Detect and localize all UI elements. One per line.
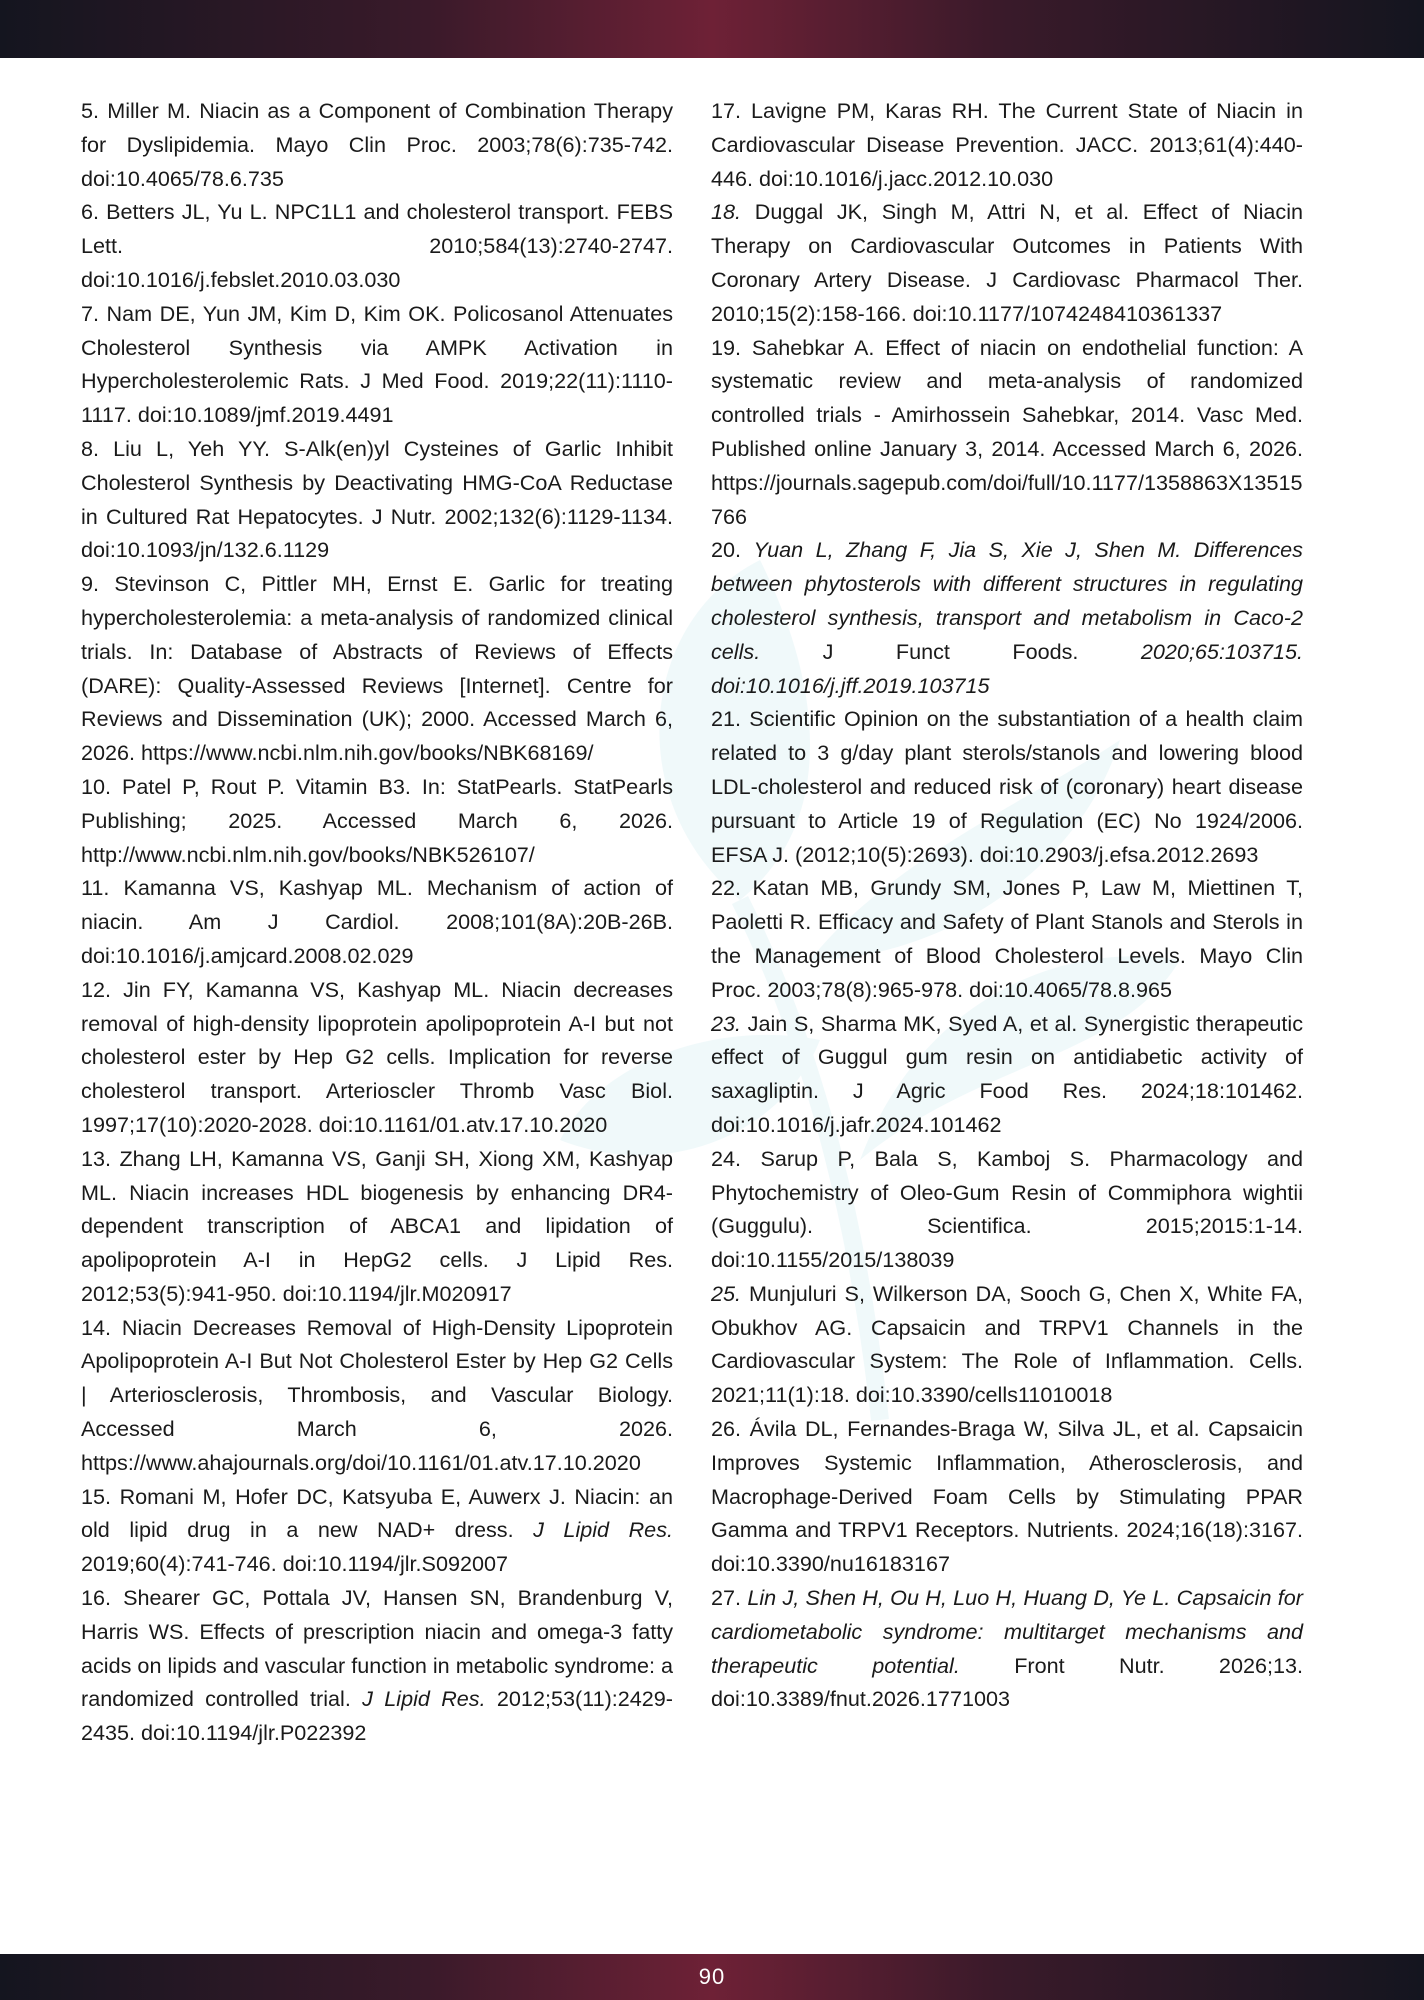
reference-item: 25. Munjuluri S, Wilkerson DA, Sooch G, Chen X, White FA, Obukhov AG. Capsaicin and TRPV1 Channels in the Cardiovascular System: The Role of Inflammation. Cells. 2021;11(1):18. doi:10.3390/cells11010018 xyxy=(711,1280,1303,1408)
reference-item: 11. Kamanna VS, Kashyap ML. Mechanism of action of niacin. Am J Cardiol. 2008;101(8A):20B-26B. doi:10.1016/j.amjcard.2008.02.029 xyxy=(81,875,673,968)
reference-item: 26. Ávila DL, Fernandes-Braga W, Silva JL, et al. Capsaicin Improves Systemic Inflammation, Atherosclerosis, and Macrophage-Derived Foam Cells by Stimulating PPAR Gamma and TRPV1 Receptors. Nutrients. 2024;16(18):3167. doi:10.3390/nu16183167 xyxy=(711,1416,1303,1577)
reference-item: 6. Betters JL, Yu L. NPC1L1 and cholesterol transport. FEBS Lett. 2010;584(13):2740-2747. doi:10.1016/j.febslet.2010.03.030 xyxy=(81,199,673,292)
reference-item: 16. Shearer GC, Pottala JV, Hansen SN, Brandenburg V, Harris WS. Effects of prescription niacin and omega-3 fatty acids on lipids and vascular function in metabolic syndrome: a randomized controlled trial. J Lipid Res. 2012;53(11):2429-2435. doi:10.1194/jlr.P022392 xyxy=(81,1585,673,1746)
page-number: 90 xyxy=(698,1964,726,1989)
reference-item: 5. Miller M. Niacin as a Component of Combination Therapy for Dyslipidemia. Mayo Clin Proc. 2003;78(6):735-742. doi:10.4065/78.6.735 xyxy=(81,98,673,191)
footer-bar xyxy=(0,1954,1424,2000)
references-right-column xyxy=(711,94,1303,1716)
reference-item: 14. Niacin Decreases Removal of High-Density Lipoprotein Apolipoprotein A-I But Not Cholesterol Ester by Hep G2 Cells | Arteriosclerosis, Thrombosis, and Vascular Biology. Accessed March 6, 2026. https://www.ahajournals.org/doi/10.1161/01.atv.17.10.2020 xyxy=(81,1314,673,1475)
reference-item: 21. Scientific Opinion on the substantiation of a health claim related to 3 g/day plant sterols/stanols and lowering blood LDL-cholesterol and reduced risk of (coronary) heart disease pursuant to Article 19 of Regulation (EC) No 1924/2006. EFSA J. (2012;10(5):2693). doi:10.2903/j.efsa.2012.2693 xyxy=(711,706,1303,867)
reference-item: 13. Zhang LH, Kamanna VS, Ganji SH, Xiong XM, Kashyap ML. Niacin increases HDL biogenesis by enhancing DR4-dependent transcription of ABCA1 and lipidation of apolipoprotein A-I in HepG2 cells. J Lipid Res. 2012;53(5):941-950. doi:10.1194/jlr.M020917 xyxy=(81,1145,673,1306)
reference-item: 9. Stevinson C, Pittler MH, Ernst E. Garlic for treating hypercholesterolemia: a meta-analysis of randomized clinical trials. In: Database of Abstracts of Reviews of Effects (DARE): Quality-Assessed Reviews [Internet]. Centre for Reviews and Dissemination (UK); 2000. Accessed March 6, 2026. https://www.ncbi.nlm.nih.gov/books/NBK68169/ xyxy=(81,571,673,766)
reference-item: 27. Lin J, Shen H, Ou H, Luo H, Huang D, Ye L. Capsaicin for cardiometabolic syndrome: multitarget mechanisms and therapeutic potential. Front Nutr. 2026;13. doi:10.3389/fnut.2026.1771003 xyxy=(711,1585,1303,1712)
reference-item: 23. Jain S, Sharma MK, Syed A, et al. Synergistic therapeutic effect of Guggul gum resin on antidiabetic activity of saxagliptin. J Agric Food Res. 2024;18:101462. doi:10.1016/j.jafr.2024.101462 xyxy=(711,1010,1303,1137)
reference-item: 17. Lavigne PM, Karas RH. The Current State of Niacin in Cardiovascular Disease Prevention. JACC. 2013;61(4):440-446. doi:10.1016/j.jacc.2012.10.030 xyxy=(711,98,1303,191)
reference-item: 8. Liu L, Yeh YY. S-Alk(en)yl Cysteines of Garlic Inhibit Cholesterol Synthesis by Deactivating HMG-CoA Reductase in Cultured Rat Hepatocytes. J Nutr. 2002;132(6):1129-1134. doi:10.1093/jn/132.6.1129 xyxy=(81,435,673,563)
header-bar xyxy=(0,0,1424,58)
references-left-column xyxy=(81,94,673,1750)
reference-item: 20. Yuan L, Zhang F, Jia S, Xie J, Shen M. Differences between phytosterols with different structures in regulating cholesterol synthesis, transport and metabolism in Caco-2 cells. J Funct Foods. 2020;65:103715. doi:10.1016/j.jff.2019.103715 xyxy=(711,537,1303,698)
reference-item: 22. Katan MB, Grundy SM, Jones P, Law M, Miettinen T, Paoletti R. Efficacy and Safety of Plant Stanols and Sterols in the Management of Blood Cholesterol Levels. Mayo Clin Proc. 2003;78(8):965-978. doi:10.4065/78.8.965 xyxy=(711,875,1303,1002)
reference-item: 12. Jin FY, Kamanna VS, Kashyap ML. Niacin decreases removal of high-density lipoprotein apolipoprotein A-I but not cholesterol ester by Hep G2 cells. Implication for reverse cholesterol transport. Arterioscler Thromb Vasc Biol. 1997;17(10):2020-2028. doi:10.1161/01.atv.17.10.2020 xyxy=(81,976,673,1137)
reference-item: 7. Nam DE, Yun JM, Kim D, Kim OK. Policosanol Attenuates Cholesterol Synthesis via AMPK Activation in Hypercholesterolemic Rats. J Med Food. 2019;22(11):1110-1117. doi:10.1089/jmf.2019.4491 xyxy=(81,300,673,428)
reference-item: 10. Patel P, Rout P. Vitamin B3. In: StatPearls. StatPearls Publishing; 2025. Accessed March 6, 2026. http://www.ncbi.nlm.nih.gov/books/NBK526107/ xyxy=(81,773,673,867)
reference-item: 19. Sahebkar A. Effect of niacin on endothelial function: A systematic review and meta-analysis of randomized controlled trials - Amirhossein Sahebkar, 2014. Vasc Med. Published online January 3, 2014. Accessed March 6, 2026. https://journals.sagepub.com/doi/full/10.1177/1358863X13515766 xyxy=(711,334,1303,529)
reference-item: 24. Sarup P, Bala S, Kamboj S. Pharmacology and Phytochemistry of Oleo-Gum Resin of Commiphora wightii (Guggulu). Scientifica. 2015;2015:1-14. doi:10.1155/2015/138039 xyxy=(711,1145,1303,1273)
reference-item: 15. Romani M, Hofer DC, Katsyuba E, Auwerx J. Niacin: an old lipid drug in a new NAD+ dress. J Lipid Res. 2019;60(4):741-746. doi:10.1194/jlr.S092007 xyxy=(81,1483,673,1577)
reference-item: 18. Duggal JK, Singh M, Attri N, et al. Effect of Niacin Therapy on Cardiovascular Outcomes in Patients With Coronary Artery Disease. J Cardiovasc Pharmacol Ther. 2010;15(2):158-166. doi:10.1177/1074248410361337 xyxy=(711,199,1303,326)
